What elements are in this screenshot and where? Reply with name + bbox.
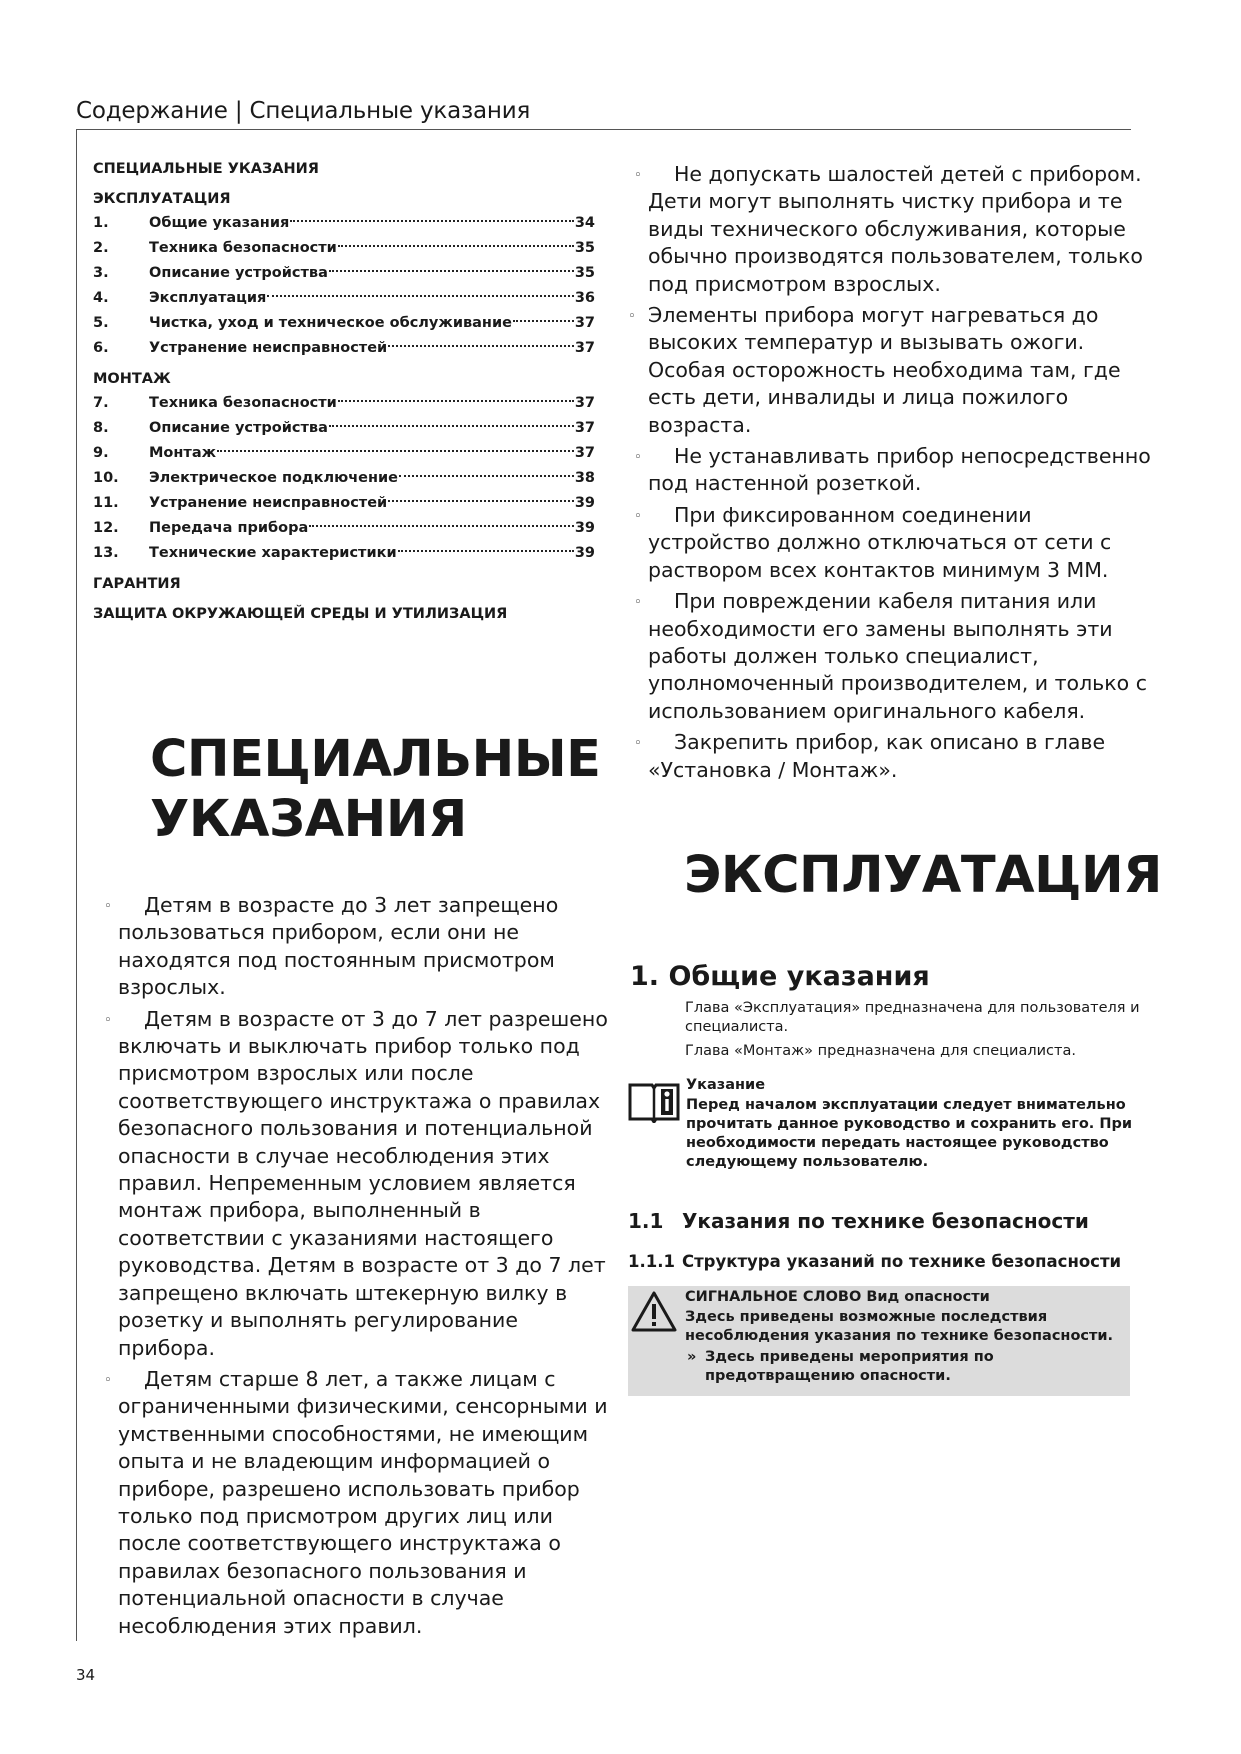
toc-section-heading: ЭКСПЛУАТАЦИЯ — [93, 191, 231, 207]
subsection-heading — [628, 1209, 1089, 1233]
page-number: 34 — [76, 1666, 96, 1684]
intro-paragraph: Глава «Монтаж» предназначена для специалиста. — [685, 1043, 1076, 1059]
subsubsection-heading — [628, 1252, 1121, 1271]
toc-entry — [93, 286, 595, 311]
toc-entry-number: 2. — [93, 240, 109, 256]
toc-entry — [93, 541, 595, 566]
bullet-item — [104, 1006, 610, 1362]
toc-entry-number: 1. — [93, 215, 109, 231]
toc-entry — [93, 261, 595, 286]
special-instructions-heading — [150, 730, 601, 850]
toc-entry-page: 35 — [574, 265, 595, 281]
section-title — [630, 961, 930, 992]
toc-entry-title: Описание устройства — [149, 265, 328, 281]
toc-entry-number: 8. — [93, 420, 109, 436]
toc-section-heading: ЗАЩИТА ОКРУЖАЮЩЕЙ СРЕДЫ И УТИЛИЗАЦИЯ — [93, 606, 508, 622]
toc-entry-page: 39 — [574, 545, 595, 561]
heading-line: УКАЗАНИЯ — [150, 790, 467, 849]
operation-heading: ЭКСПЛУАТАЦИЯ — [684, 846, 1162, 905]
warning-measure-text: Здесь приведены мероприятия по предотвращению опасности. — [705, 1349, 994, 1384]
bullet-text: Детям в возрасте до 3 лет запрещено пользоваться прибором, если они не находятся под постоянным присмотром взрослых. — [118, 893, 559, 1000]
toc-entry-number: 4. — [93, 290, 109, 306]
bullet-icon: ◦ — [628, 309, 636, 325]
toc-entry-title: Электрическое подключение — [149, 470, 398, 486]
bullet-icon: ◦ — [634, 595, 642, 611]
toc-entry-page: 36 — [574, 290, 595, 306]
toc-entry-title: Общие указания — [149, 215, 290, 231]
bullet-icon: ◦ — [104, 1372, 112, 1388]
toc-dot-leader — [338, 400, 574, 402]
toc-dot-leader — [398, 550, 574, 552]
toc-dot-leader — [329, 270, 574, 272]
toc-entry-number: 7. — [93, 395, 109, 411]
toc-entry-page: 37 — [574, 340, 595, 356]
heading-line: СПЕЦИАЛЬНЫЕ — [150, 730, 601, 789]
bullet-item — [634, 161, 1160, 298]
warning-box — [628, 1286, 1130, 1396]
header-divider — [76, 129, 1131, 130]
bullet-icon: ◦ — [634, 168, 642, 183]
toc-entry-title: Эксплуатация — [149, 290, 267, 306]
toc-dot-leader — [388, 345, 574, 347]
toc-entry-title: Передача прибора — [149, 520, 309, 536]
toc-entry-number: 9. — [93, 445, 109, 461]
toc-entry-number: 12. — [93, 520, 119, 536]
bullet-text: При повреждении кабеля питания или необходимости его замены выполнять эти работы должен только специалист, уполномоченный производителем, и только с использованием оригинального кабеля. — [648, 589, 1147, 723]
toc-entry-page: 37 — [574, 395, 595, 411]
toc-entry-page: 39 — [574, 495, 595, 511]
page-header-title: Содержание | Специальные указания — [76, 98, 531, 124]
table-of-contents — [93, 157, 595, 626]
toc-entry-page: 37 — [574, 420, 595, 436]
left-bullet-list — [104, 892, 610, 1644]
bullet-text: Не допускать шалостей детей с прибором. Дети могут выполнять чистку прибора и те виды технического обслуживания, которые обычно производятся пользователем, только под присмотром взрослых. — [648, 162, 1143, 296]
toc-entry — [93, 416, 595, 441]
toc-entry-number: 13. — [93, 545, 119, 561]
bullet-icon: ◦ — [634, 450, 642, 466]
toc-entry-number: 11. — [93, 495, 119, 511]
bullet-text: При фиксированном соединении устройство должно отключаться от сети с раствором всех контактов минимум 3 ММ. — [648, 502, 1112, 582]
warning-title: СИГНАЛЬНОЕ СЛОВО Вид опасности — [685, 1289, 990, 1305]
bullet-item — [104, 892, 610, 1002]
toc-entry — [93, 211, 595, 236]
toc-entry — [93, 441, 595, 466]
warning-text: Здесь приведены возможные последствия несоблюдения указания по технике безопасности. — [685, 1309, 1114, 1344]
toc-dot-leader — [338, 245, 574, 247]
bullet-item — [634, 588, 1160, 725]
toc-dot-leader — [329, 425, 574, 427]
bullet-text: Детям в возрасте от 3 до 7 лет разрешено включать и выключать прибор только под присмотром взрослых или после соответствующего инструктажа о правилах безопасного пользования и потенциальной опасности в случае несоблюдения этих правил. Непременным условием является монтаж прибора, выполненный в соответствии с указаниями настоящего руководства. Детям в возрасте от 3 до 7 лет запрещено включать штекерную вилку в розетку и выполнять регулирование прибора. — [118, 1006, 608, 1360]
toc-entry-title: Технические характеристики — [149, 545, 397, 561]
toc-entry-page: 37 — [574, 445, 595, 461]
toc-entry — [93, 311, 595, 336]
section-intro — [685, 999, 1155, 1066]
toc-entry — [93, 236, 595, 261]
bullet-item — [634, 443, 1160, 498]
toc-entry — [93, 466, 595, 491]
toc-entry-page: 34 — [574, 215, 595, 231]
subsubsection-number: 1.1.1 — [628, 1252, 675, 1271]
arrow-icon: » — [687, 1349, 697, 1365]
bullet-item — [628, 302, 1160, 439]
toc-entry — [93, 336, 595, 361]
toc-entry-page: 35 — [574, 240, 595, 256]
toc-entry-title: Описание устройства — [149, 420, 328, 436]
toc-entry-page: 37 — [574, 315, 595, 331]
subsection-number: 1.1 — [628, 1209, 664, 1233]
subsubsection-title: Структура указаний по технике безопасности — [682, 1252, 1122, 1271]
toc-entry — [93, 491, 595, 516]
warning-triangle-icon — [630, 1290, 678, 1333]
toc-entry-page: 39 — [574, 520, 595, 536]
right-bullet-list — [628, 161, 1160, 788]
toc-entry-number: 6. — [93, 340, 109, 356]
bullet-icon: ◦ — [104, 899, 112, 914]
toc-entry-title: Чистка, уход и техническое обслуживание — [149, 315, 512, 331]
intro-paragraph: Глава «Эксплуатация» предназначена для пользователя и специалиста. — [685, 1000, 1140, 1035]
bullet-icon: ◦ — [634, 508, 642, 524]
bullet-text: Детям старше 8 лет, а также лицам с ограниченными физическими, сенсорными и умственными способностями, не имеющим опыта и не владеющим информацией о приборе, разрешено использовать прибор только под присмотром других лиц или после соответствующего инструктажа о правилах безопасного пользования и потенциальной опасности в случае несоблюдения этих правил. — [118, 1366, 608, 1638]
toc-entry-title: Техника безопасности — [149, 240, 337, 256]
bullet-text: Закрепить прибор, как описано в главе «Установка / Монтаж». — [648, 730, 1106, 782]
toc-entry-number: 3. — [93, 265, 109, 281]
section-title-text: Общие указания — [668, 961, 930, 992]
toc-entry-title: Устранение неисправностей — [149, 495, 388, 511]
toc-entry-number: 10. — [93, 470, 119, 486]
toc-dot-leader — [388, 500, 574, 502]
toc-entry-title: Техника безопасности — [149, 395, 337, 411]
toc-section-heading: СПЕЦИАЛЬНЫЕ УКАЗАНИЯ — [93, 161, 319, 177]
note-text: Перед началом эксплуатации следует внимательно прочитать данное руководство и сохранить его. При необходимости передать настоящее руководство следующему пользователю. — [686, 1097, 1133, 1170]
toc-entry — [93, 391, 595, 416]
toc-dot-leader — [267, 295, 573, 297]
bullet-icon: ◦ — [634, 736, 642, 752]
bullet-text: Не устанавливать прибор непосредственно под настенной розеткой. — [648, 444, 1151, 496]
toc-dot-leader — [217, 450, 574, 452]
toc-dot-leader — [309, 525, 574, 527]
toc-section-heading: ГАРАНТИЯ — [93, 576, 181, 592]
toc-entry-title: Монтаж — [149, 445, 217, 461]
toc-entry-title: Устранение неисправностей — [149, 340, 388, 356]
bullet-item — [634, 729, 1160, 784]
toc-dot-leader — [399, 475, 574, 477]
bullet-item — [634, 502, 1160, 584]
toc-entry-page: 38 — [574, 470, 595, 486]
info-book-icon — [628, 1079, 682, 1123]
toc-entry-number: 5. — [93, 315, 109, 331]
left-margin-divider — [76, 129, 77, 1641]
toc-dot-leader — [290, 220, 574, 222]
section-number: 1. — [630, 961, 660, 992]
bullet-item — [104, 1366, 610, 1640]
warning-measure — [685, 1348, 1125, 1386]
bullet-text: Элементы прибора могут нагреваться до высоких температур и вызывать ожоги. Особая осторожность необходима там, где есть дети, инвалиды и лица пожилого возраста. — [648, 303, 1121, 437]
toc-entry — [93, 516, 595, 541]
note-label: Указание — [686, 1077, 766, 1093]
subsection-title: Указания по технике безопасности — [682, 1209, 1089, 1233]
bullet-icon: ◦ — [104, 1012, 112, 1028]
toc-dot-leader — [513, 320, 574, 322]
toc-section-heading: МОНТАЖ — [93, 371, 171, 387]
